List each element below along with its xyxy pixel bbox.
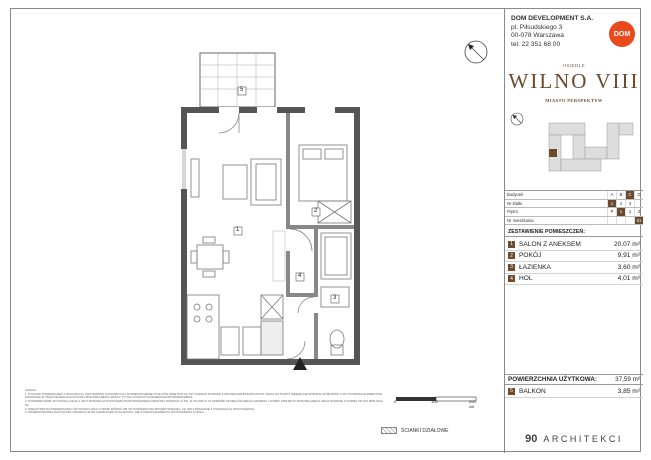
info-cell: D [635,191,644,199]
note-line: 3. RZECZYWISTA POWIERZCHNIA UŻYTKOWA LOKALU MOŻE RÓŻNIĆ SIĘ OD POWIERZCHNI PROJEKTOWANEJ, CO JEST ZWIĄZANE Z TOLERANCJĄ WYKONAWCZĄ. [25,406,255,411]
info-row-apartment [505,216,643,225]
architect-logo [505,427,643,451]
company-city: 00-078 Warszawa [511,32,564,40]
info-cell-selected: 01 [635,216,644,225]
info-panel [504,9,643,453]
info-cell: 3 [626,199,635,208]
room-name: BALKON [519,387,546,395]
company-info [511,15,593,49]
scale-tick-100: 100 [431,399,438,404]
legal-notes [25,389,385,415]
room-label-2: 2 [314,208,318,214]
rooms-title: ZESTAWIENIE POMIESZCZEŃ: [505,228,643,237]
note-line: 4. PRZEDSTAWIONA NA RYSUNKU ARANŻACJA MA CHARAKTER POGLĄDOWY, NIE STANOWI ELEMENTU WYPOSAŻENIA LOKALU. [25,410,206,415]
room-area: 4,01 m² [617,275,640,283]
info-label: Nr klatki [505,199,608,208]
total-value: 37,59 m² [615,376,640,383]
hatch-swatch [381,427,397,434]
kitchen [187,295,283,359]
note-line: 2. POWIERZCHNIĘ UŻYTKOWĄ LOKALU JEST PODANA NA PODSTAWIE ROZPORZĄDZENIA MINISTRA ROZWOJU Z DN. 11.09.2020 R. W SPRAWIE SZCZEGÓŁOWEGO ZAKRESU I FORMY PROJEKTU BUDOWLANEGO ORAZ ZGODNIE Z NORMĄ PN-ISO 9836:2022-04. [25,399,384,407]
info-cell-selected: C [626,191,635,199]
scale-bar [391,391,481,407]
company-street: pl. Piłsudskiego 3 [511,23,563,31]
room-number: 4 [508,275,515,282]
room-area: 3,85 m² [617,387,640,395]
room-number: 1 [508,241,515,248]
info-row-building [505,191,643,199]
rooms-list [505,239,643,285]
room-number: 3 [508,264,515,271]
apartment-info-table [505,190,643,225]
info-cell: B [617,191,626,199]
room-number: 2 [508,252,515,259]
info-cell: 2 [617,199,626,208]
info-cell: 3 [635,208,644,217]
info-cell: P [608,208,617,217]
room-label-1: 1 [236,227,240,233]
architect-mark: 90 [525,433,538,445]
room-label-3: 3 [333,295,337,301]
info-row-staircase [505,199,643,208]
info-cell [608,216,617,225]
room-area: 20,07 m² [613,240,640,248]
room-row [505,386,643,398]
project-title: WILNO VIII [508,69,640,93]
balcony-row [505,386,643,398]
info-label: Nr mieszkania [505,216,608,225]
legend-partition-walls [381,427,449,434]
room-name: POKÓJ [519,252,542,260]
project-osiedle: OSIEDLE [562,63,586,68]
room-row [505,262,643,274]
room-label-4: 4 [298,273,302,279]
dom-logo: DOM [609,21,635,47]
info-label: Budynek [505,191,608,199]
room-row [505,239,643,251]
total-usable-area [505,374,643,385]
partition-hatch [273,231,285,281]
room-name: ŁAZIENKA [519,263,551,271]
info-cell: A [608,191,617,199]
info-cell [626,216,635,225]
info-row-floor [505,208,643,217]
bathroom-fixtures [321,233,351,355]
floor-plan-area [11,9,511,399]
legend-label: ŚCIANKI DZIAŁOWE [401,427,449,434]
note-line: UWAGA: [25,388,37,392]
header [505,9,643,103]
architect-name: ARCHITEKCI [543,434,623,444]
info-cell: 2 [626,208,635,217]
scale-tick-0: 0 [394,399,397,404]
keyplan-compass-icon [511,113,523,125]
info-cell-selected: 1 [617,208,626,217]
room-row [505,274,643,286]
room-name: HOL [519,275,533,283]
living-room-furniture [191,159,281,277]
room-area: 3,60 m² [617,263,640,271]
room-row [505,251,643,263]
total-label: POWIERZCHNIA UŻYTKOWA: [508,376,597,383]
room-name: SALON Z ANEKSEM [519,240,581,248]
info-label: Piętro [505,208,608,217]
project-subtitle: MIASTO PERSPEKTYW [545,98,603,103]
info-cell [635,199,644,208]
info-cell-selected: 1 [608,199,617,208]
room-area: 9,91 m² [617,252,640,260]
floor-plan-drawing [11,9,511,399]
building-key-plan [509,109,639,189]
scale-tick-200: 200 cm [469,399,476,409]
info-cell [617,216,626,225]
interior-walls [286,113,354,359]
company-name: DOM DEVELOPMENT S.A. [511,15,594,22]
bedroom-furniture [299,145,351,223]
room-label-5: 5 [240,87,244,93]
note-line: 1. RYSUNKI POMIESZCZEŃ, LOKALIZACJA, PRZYBORÓW SANITARNYCH, ROZMIESZCZENIE PUNKTÓW ŚWIETLNYCH ITP. PODANO ZGODNIE Z PROJEKTEM BUDOWLANYM. MOGĄ WYSTĄPIĆ NIEWIELKIE RÓŻNICE WYMIARÓW I USYTUOWANIA ELEMENTÓW POWSTAŁE W TRAKCIE REALIZACJI PLANU BUDOWLANEGO ORAZ Z TYTUŁU PODANYCH PRZEDZIAŁÓW PRZESTRZENI. [25,391,383,400]
floor-plan-sheet [10,8,641,452]
company-phone: tel. 22 351 68 00 [511,40,561,48]
north-arrow-icon [463,39,489,65]
room-number: 5 [508,388,515,395]
balcony [200,53,275,107]
